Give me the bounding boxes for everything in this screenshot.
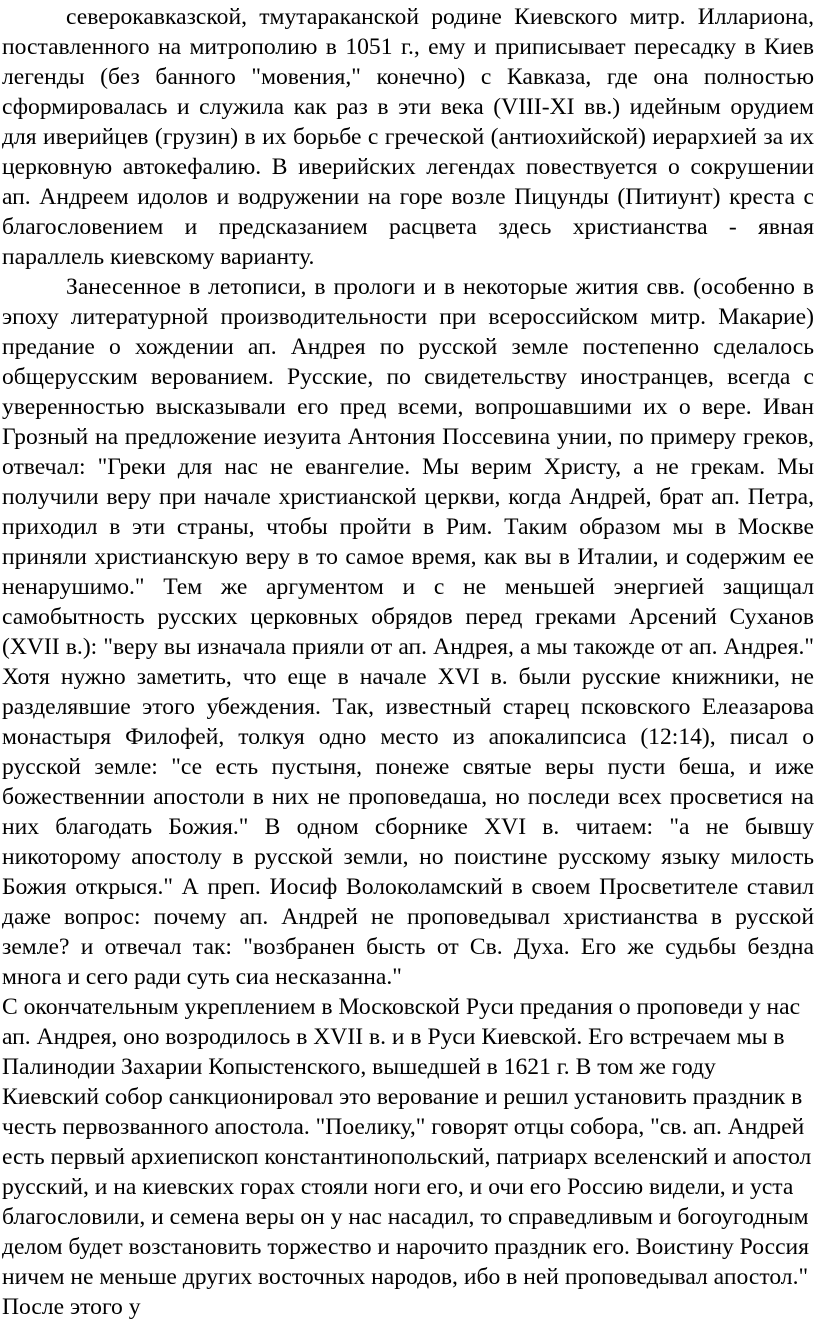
paragraph-andrew-tradition: Занесенное в летописи, в прологи и в некоторые жития свв. (особенно в эпоху литературной производительности при всероссийском митр. Макарие) предание о хождении ап. Андрея по русской земле постепенно сделалось общерусским верованием. Русские, по свидетельству иностранцев, всегда с уверенностью высказывали его пред всеми, вопрошавшими их о вере. Иван Грозный на предложение иезуита Антония Поссевина унии, по примеру греков, отвечал: "Греки для нас не евангелие. Мы верим Христу, а не грекам. Мы получили веру при начале христианской церкви, когда Андрей, брат ап. Петра, приходил в эти страны, чтобы пройти в Рим. Таким образом мы в Москве приняли христианскую веру в то самое время, как вы в Италии, и содержим ее ненарушимо." Тем же аргументом и с не меньшей энергией защищал самобытность русских церковных обрядов перед греками Арсений Суханов (XVII в.): "веру вы изначала прияли от ап. Андрея, а мы такожде от ап. Андрея." Хотя нужно заметить, что еще в начале XVI в. были русские книжники, не разделявшие этого убеждения. Так, известный старец псковского Елеазарова монастыря Филофей, толкуя одно место из апокалипсиса (12:14), писал о русской земле: "се есть пустыня, понеже святые веры пусти беша, и иже божественнии апостоли в них не проповедаша, но последи всех просветися на них благодать Божия." В одном сборнике XVI в. читаем: "а не бывшу никоторому апостолу в русской земли, но поистине русскому языку милость Божия открыся." А преп. Иосиф Волоколамский в своем Просветителе ставил даже вопрос: почему ап. Андрей не проповедывал христианства в русской земле? и отвечал так: "возбранен бысть от Св. Духа. Его же судьбы бездна многа и сего ради суть сиа несказанна." [2, 274, 814, 990]
paragraph-caucasian-legend: северокавказской, тмутараканской родине Киевского митр. Иллариона, поставленного на митрополию в 1051 г., ему и приписывает пересадку в Киев легенды (без банного "мовения," конечно) с Кавказа, где она полностью сформировалась и служила как раз в эти века (VIII-XI вв.) идейным орудием для иверийцев (грузин) в их борьбе с греческой (антиохийской) иерархией за их церковную автокефалию. В иверийских легендах повествуется о сокрушении ап. Андреем идолов и водружении на горе возле Пицунды (Питиунт) креста с благословением и предсказанием расцвета здесь христианства - явная параллель киевскому варианту. [2, 4, 814, 270]
paragraph-kiev-council: С окончательным укреплением в Московской Руси предания о проповеди у нас ап. Андрея, оно возродилось в XVII в. и в Руси Киевской. Его встречаем мы в Палинодии Захарии Копыстенского, вышедшей в 1621 г. В том же году Киевский собор санкционировал это верование и решил установить праздник в честь первозванного апостола. "Поелику," говорят отцы собора, "св. ап. Андрей есть первый архиепископ константинопольский, патриарх вселенский и апостол русский, и на киевских горах стояли ноги его, и очи его Россию видели, и уста благословили, и семена веры он у нас насадил, то справедливым и богоугодным делом будет возстановить торжество и нарочито праздник его. Воистину Россия ничем не меньше других восточных народов, ибо в ней проповедывал апостол." После этого у [2, 994, 812, 1320]
